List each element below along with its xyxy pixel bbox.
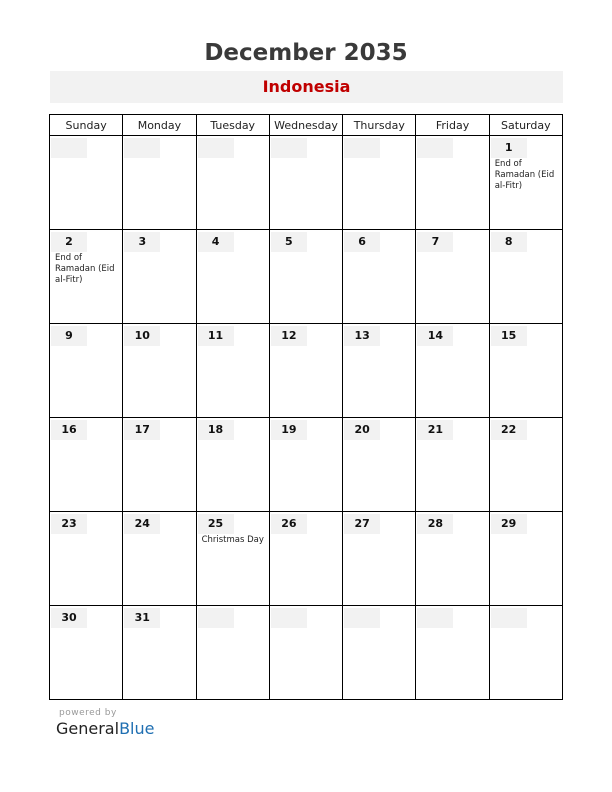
day-number: 25	[198, 514, 234, 534]
day-cell	[196, 418, 269, 512]
day-cell	[343, 230, 416, 324]
country-name: Indonesia	[262, 77, 351, 96]
day-cell	[123, 136, 196, 230]
day-cell	[343, 512, 416, 606]
day-cell	[343, 136, 416, 230]
day-cell	[343, 324, 416, 418]
holiday-label: Christmas Day	[201, 535, 264, 545]
weekday-monday: Monday	[123, 115, 196, 136]
day-cell	[416, 136, 489, 230]
day-number: 10	[124, 326, 160, 346]
country-band	[50, 71, 563, 103]
day-number: 19	[271, 420, 307, 440]
day-number	[417, 138, 453, 158]
day-cell	[123, 230, 196, 324]
day-number: 20	[344, 420, 380, 440]
day-number: 27	[344, 514, 380, 534]
day-cell	[416, 418, 489, 512]
day-cell	[50, 418, 123, 512]
day-number	[271, 608, 307, 628]
weekday-tuesday: Tuesday	[196, 115, 269, 136]
brand-blue: Blue	[119, 719, 155, 738]
week-row	[50, 418, 563, 512]
weekday-wednesday: Wednesday	[269, 115, 342, 136]
day-cell	[489, 606, 562, 700]
day-cell	[123, 418, 196, 512]
day-number	[198, 138, 234, 158]
day-cell	[269, 324, 342, 418]
day-number: 18	[198, 420, 234, 440]
holiday-label: End of Ramadan (Eid al-Fitr)	[494, 159, 555, 191]
day-cell	[196, 324, 269, 418]
day-cell	[50, 136, 123, 230]
day-number: 28	[417, 514, 453, 534]
day-number	[51, 138, 87, 158]
day-cell	[196, 606, 269, 700]
day-number: 26	[271, 514, 307, 534]
day-cell	[489, 230, 562, 324]
day-cell	[343, 606, 416, 700]
day-number: 22	[491, 420, 527, 440]
day-cell	[196, 136, 269, 230]
week-row	[50, 324, 563, 418]
day-cell	[123, 324, 196, 418]
day-number: 8	[491, 232, 527, 252]
day-cell	[416, 606, 489, 700]
day-number: 14	[417, 326, 453, 346]
day-cell	[269, 418, 342, 512]
day-number: 1	[491, 138, 527, 158]
weekday-header-row	[50, 115, 563, 136]
week-row	[50, 230, 563, 324]
day-number: 5	[271, 232, 307, 252]
day-cell	[343, 418, 416, 512]
day-number	[198, 608, 234, 628]
weekday-thursday: Thursday	[343, 115, 416, 136]
day-number: 31	[124, 608, 160, 628]
brand-logo	[56, 719, 154, 738]
day-number	[417, 608, 453, 628]
day-number: 23	[51, 514, 87, 534]
day-number: 30	[51, 608, 87, 628]
day-cell	[196, 512, 269, 606]
day-number: 17	[124, 420, 160, 440]
day-cell	[269, 230, 342, 324]
day-number: 15	[491, 326, 527, 346]
day-cell	[269, 512, 342, 606]
day-cell	[416, 512, 489, 606]
day-number: 29	[491, 514, 527, 534]
day-cell	[269, 606, 342, 700]
calendar-grid	[49, 114, 563, 700]
day-number: 3	[124, 232, 160, 252]
day-number: 13	[344, 326, 380, 346]
day-cell	[196, 230, 269, 324]
day-number: 16	[51, 420, 87, 440]
day-number	[271, 138, 307, 158]
holiday-label: End of Ramadan (Eid al-Fitr)	[55, 253, 115, 285]
day-number	[124, 138, 160, 158]
day-number: 2	[51, 232, 87, 252]
day-number: 12	[271, 326, 307, 346]
day-cell	[123, 606, 196, 700]
day-number	[491, 608, 527, 628]
day-number	[344, 608, 380, 628]
day-cell	[50, 512, 123, 606]
day-cell	[489, 324, 562, 418]
day-cell	[416, 324, 489, 418]
day-number	[344, 138, 380, 158]
day-number: 7	[417, 232, 453, 252]
week-row	[50, 136, 563, 230]
week-row	[50, 512, 563, 606]
day-cell	[489, 136, 562, 230]
weekday-sunday: Sunday	[50, 115, 123, 136]
day-cell	[416, 230, 489, 324]
weekday-saturday: Saturday	[489, 115, 562, 136]
day-cell	[269, 136, 342, 230]
day-number: 6	[344, 232, 380, 252]
day-cell	[50, 230, 123, 324]
weekday-friday: Friday	[416, 115, 489, 136]
footer	[56, 708, 154, 738]
day-cell	[123, 512, 196, 606]
day-number: 4	[198, 232, 234, 252]
day-cell	[489, 512, 562, 606]
calendar-title: December 2035	[204, 40, 408, 66]
day-cell	[50, 324, 123, 418]
day-number: 24	[124, 514, 160, 534]
powered-by-text: powered by	[59, 708, 117, 718]
day-number: 21	[417, 420, 453, 440]
week-row	[50, 606, 563, 700]
brand-general: General	[56, 719, 120, 738]
day-number: 9	[51, 326, 87, 346]
day-cell	[50, 606, 123, 700]
day-number: 11	[198, 326, 234, 346]
day-cell	[489, 418, 562, 512]
